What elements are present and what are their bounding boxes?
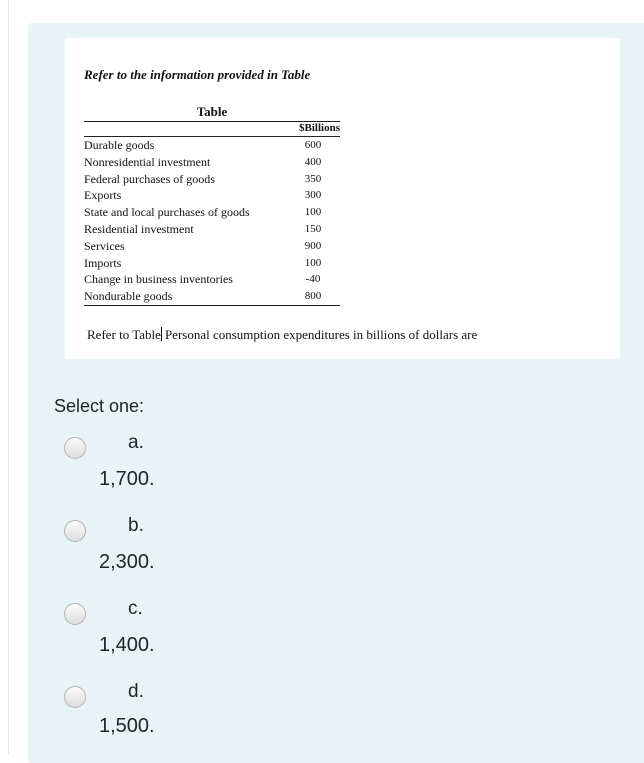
row-value: 600 bbox=[304, 139, 322, 151]
row-label: Change in business inventories bbox=[84, 272, 233, 287]
question-text-end: Personal consumption expenditures in billions of dollars are bbox=[164, 327, 478, 342]
row-value: -40 bbox=[305, 273, 321, 286]
row-value: 300 bbox=[304, 189, 322, 202]
table-bottom-rule bbox=[84, 305, 340, 306]
question-text-start: Refer to Table bbox=[87, 327, 161, 342]
table-row bbox=[84, 204, 340, 221]
option-text[interactable]: 1,400. bbox=[99, 634, 155, 656]
row-label: Federal purchases of goods bbox=[84, 171, 215, 186]
table-row bbox=[84, 238, 340, 255]
row-label: Durable goods bbox=[84, 138, 155, 152]
table-title: Table bbox=[196, 104, 228, 119]
row-value: 800 bbox=[304, 290, 322, 303]
radio-button-d[interactable] bbox=[64, 686, 86, 708]
row-value: 100 bbox=[304, 206, 322, 219]
table-row bbox=[84, 137, 340, 154]
table-body bbox=[84, 137, 340, 305]
row-label: Imports bbox=[84, 255, 122, 270]
row-label: Exports bbox=[84, 188, 122, 203]
table-row bbox=[84, 288, 340, 305]
answer-option-a[interactable] bbox=[0, 432, 644, 512]
answer-option-c[interactable] bbox=[0, 598, 644, 678]
row-label: State and local purchases of goods bbox=[84, 205, 250, 220]
question-heading: Refer to the information provided in Table bbox=[84, 67, 311, 82]
row-label: Residential investment bbox=[84, 221, 194, 236]
row-label: Services bbox=[84, 238, 125, 253]
select-one-label: Select one: bbox=[54, 396, 145, 416]
table-row bbox=[84, 154, 340, 171]
table-row bbox=[84, 187, 340, 204]
option-letter: b. bbox=[128, 515, 144, 536]
row-value: 900 bbox=[304, 239, 322, 252]
table-column-header: $Billions bbox=[299, 122, 340, 134]
option-letter: d. bbox=[128, 681, 144, 702]
option-letter: c. bbox=[128, 598, 143, 619]
text-cursor bbox=[161, 327, 162, 341]
question-text bbox=[87, 327, 477, 343]
radio-button-b[interactable] bbox=[64, 520, 86, 542]
row-label: Nondurable goods bbox=[84, 289, 173, 304]
table-row bbox=[84, 171, 340, 188]
row-value: 400 bbox=[304, 155, 322, 168]
row-value: 100 bbox=[304, 256, 322, 269]
radio-button-a[interactable] bbox=[64, 437, 86, 459]
row-value: 350 bbox=[304, 172, 322, 185]
option-text[interactable]: 2,300. bbox=[99, 551, 155, 573]
answer-option-d[interactable] bbox=[0, 681, 644, 761]
table-row bbox=[84, 271, 340, 288]
option-text[interactable]: 1,700. bbox=[99, 468, 155, 490]
table-row bbox=[84, 255, 340, 272]
radio-button-c[interactable] bbox=[64, 603, 86, 625]
row-value: 150 bbox=[304, 222, 322, 235]
row-label: Nonresidential investment bbox=[84, 154, 211, 169]
answer-option-b[interactable] bbox=[0, 515, 644, 595]
table-row bbox=[84, 221, 340, 238]
option-text[interactable]: 1,500. bbox=[99, 715, 155, 737]
option-letter: a. bbox=[128, 432, 144, 453]
